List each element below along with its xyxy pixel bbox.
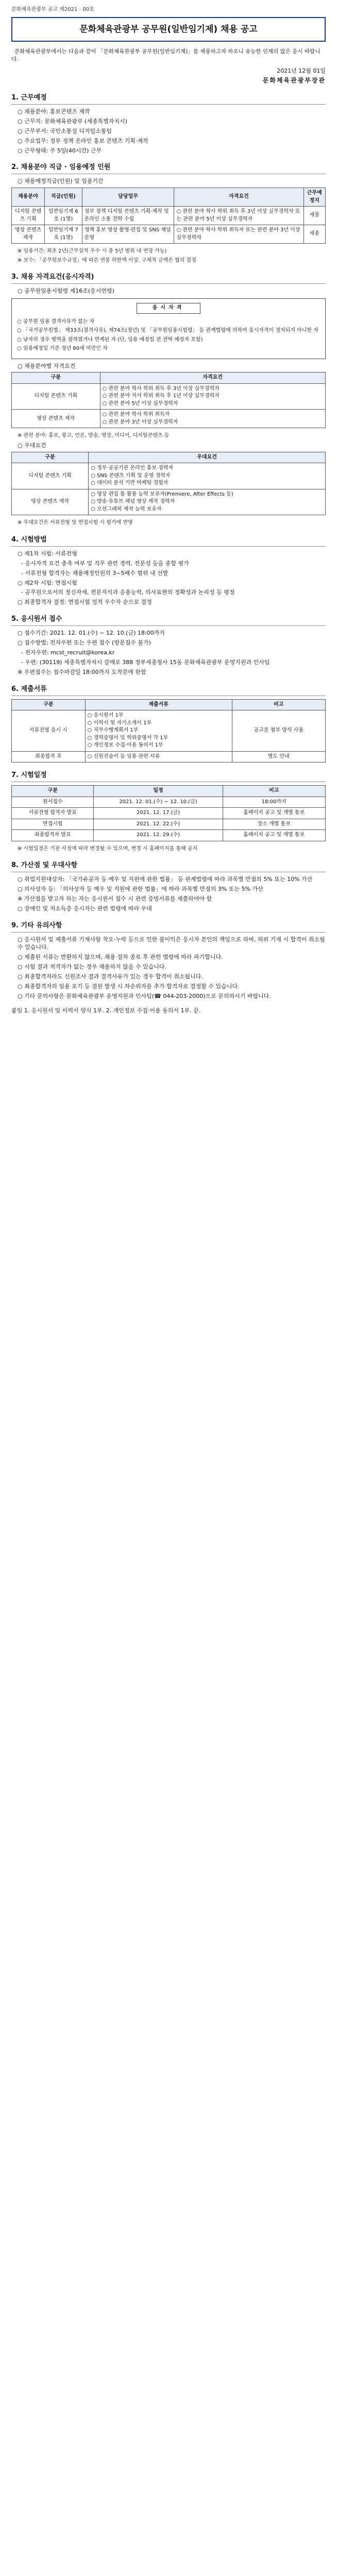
table-header-cell: 구분 <box>12 786 94 797</box>
table-cell: 일반임기제 6호 (1명) <box>45 207 82 225</box>
position-table-header <box>12 188 326 207</box>
section4-list <box>11 550 326 607</box>
eligibility-line: ○ 남자의 경우 병역을 필하였거나 면제된 자 (단, 임용 예정일 전 전역 예정자 포함) <box>17 336 203 343</box>
table-header-cell: 구분 <box>12 452 89 463</box>
table-cell: 정부 정책 디지털 콘텐츠 기획·제작 및 온라인 소통 전략 수립 <box>82 207 174 225</box>
table-row <box>12 796 326 808</box>
table-cell: 디지털 콘텐츠 기획 <box>12 463 89 489</box>
table-row <box>12 819 326 830</box>
section3-sub1: ○ 공무원임용시험령 제16조(응시연령) <box>18 287 114 295</box>
schedule-note: ※ 시험일정은 기관 사정에 따라 변경될 수 있으며, 변경 시 홈페이지를 통해 공지 <box>18 845 198 852</box>
table-cell: 디지털 콘텐츠 기획 <box>12 383 100 410</box>
section5-heading: 5. 응시원서 접수 <box>11 615 326 626</box>
table-cell: 세종 <box>304 225 325 244</box>
table-cell: ○ 관련 분야 학사 학위 취득자 ○ 관련 분야 3년 이상 실무경력자 <box>100 410 325 428</box>
table-cell: ○ 관련 분야 학사 학위 취득 후 3년 이상 실무경력자 또는 관련 분야 5년 이상 실무경력자 <box>174 207 304 225</box>
list-item: ○ 최종합격자라도 신원조사 결과 결격사유가 있는 경우 합격이 취소됩니다. <box>18 973 203 980</box>
table-row <box>12 710 326 752</box>
preference-table-body <box>12 463 326 515</box>
table-row <box>12 383 326 410</box>
intro-text: 문화체육관광부에서는 다음과 같이 「문화체육관광부 공무원(일반임기제)」를 채용하고자 하오니 유능한 인재의 많은 응시 바랍니다. <box>11 48 321 63</box>
requirement-table <box>11 372 326 428</box>
table-header-cell: 자격요건 <box>174 188 304 207</box>
note-item: ※ 보수: 「공무원보수규정」에 따른 연봉 하한액 이상, 구체적 금액은 협의 결정 <box>18 257 196 263</box>
list-item: ○ 근무형태: 주 5일(40시간) 근무 <box>18 147 102 154</box>
list-item: ○ 제출된 서류는 반환하지 않으며, 채용 절차 종료 후 관련 법령에 따라 파기합니다. <box>18 954 223 961</box>
table-header-cell: 일정 <box>94 786 223 797</box>
preference-heading: ○ 우대요건 <box>18 442 46 449</box>
table-cell: ○ 정부·공공기관 온라인 홍보 경력자 ○ SNS 콘텐츠 기획 및 운영 경력자 ○ 데이터 분석 기반 마케팅 경험자 <box>89 463 326 489</box>
table-header-cell: 구분 <box>12 372 100 384</box>
requirement-table-header <box>12 372 326 384</box>
table-header-cell: 구분 <box>12 699 86 710</box>
section5-list <box>11 629 326 676</box>
list-item: ○ 최종합격자의 임용 포기 등 결원 발생 시 차순위자를 추가 합격자로 결정할 수 있습니다. <box>18 983 240 990</box>
section7-heading: 7. 시험일정 <box>11 771 326 782</box>
schedule-table-body <box>12 796 326 841</box>
list-item: - 우편: (30119) 세종특별자치시 갈매로 388 정부세종청사 15동 문화체육관광부 운영지원과 인사팀 <box>18 659 270 666</box>
schedule-table-header <box>12 786 326 797</box>
table-cell: ○ 영상 편집 툴 활용 능력 보유자(Premiere, After Effects 등) ○ 방송·유튜브 채널 영상 제작 경력자 ○ 모션그래픽 제작 능력 보유자 <box>89 489 326 515</box>
section6-heading: 6. 제출서류 <box>11 685 326 696</box>
eligibility-box <box>11 298 326 359</box>
table-cell: 최종합격 후 <box>12 751 86 762</box>
documents-table <box>11 699 326 763</box>
table-cell: 일반임기제 7호 (1명) <box>45 225 82 244</box>
section3-sub2: ○ 채용분야별 자격요건 <box>18 362 76 369</box>
table-cell: 세종 <box>304 207 325 225</box>
table-cell: 2021. 12. 22.(수) <box>94 819 223 830</box>
list-item: ○ 최종합격자 결정: 면접시험 성적 우수자 순으로 결정 <box>18 599 152 606</box>
table-header-cell: 채용분야 <box>12 188 45 207</box>
table-row <box>12 463 326 489</box>
table-cell: 면접시험 <box>12 819 94 830</box>
announce-org: 문화체육관광부장관 <box>262 76 326 84</box>
table-cell: 홈페이지 공고 및 개별 통보 <box>223 808 325 819</box>
table-row <box>12 808 326 819</box>
list-item: ○ 제1차 시험: 서류전형 <box>18 550 77 557</box>
table-header-cell: 직급(인원) <box>45 188 82 207</box>
section9-heading: 9. 기타 유의사항 <box>11 921 326 933</box>
table-cell: 영상 콘텐츠 제작 <box>12 410 100 428</box>
list-item: - 서류전형 합격자는 채용예정인원의 3~5배수 범위 내 선발 <box>18 569 168 577</box>
table-cell: 원서접수 <box>12 796 94 808</box>
preference-table <box>11 452 326 516</box>
section8-heading: 8. 가산점 및 우대사항 <box>11 861 326 872</box>
page-title: 문화체육관광부 공무원(일반임기제) 채용 공고 <box>79 24 258 35</box>
table-cell: 서류전형 응시 시 <box>12 710 86 752</box>
table-cell: 별도 안내 <box>232 751 325 762</box>
section4-heading: 4. 시험방법 <box>11 535 326 547</box>
section2-heading: 2. 채용분야 직급 · 임용예정 인원 <box>11 163 326 174</box>
table-cell: 홈페이지 공고 및 개별 통보 <box>223 830 325 841</box>
table-cell: 2021. 12. 17.(금) <box>94 808 223 819</box>
table-cell: ○ 신원진술서 등 임용 관련 서류 <box>85 751 232 762</box>
preference-table-header <box>12 452 326 463</box>
field-note: ※ 관련 분야: 홍보, 광고, 언론, 방송, 영상, 미디어, 디지털콘텐츠 등 <box>18 433 170 439</box>
position-table-body <box>12 207 326 244</box>
list-item: ※ 가산점을 받고자 하는 자는 응시원서 접수 시 관련 증빙서류를 제출하여야 함 <box>18 895 212 902</box>
preference-note: ※ 우대요건은 서류전형 및 면접시험 시 평가에 반영 <box>18 520 133 526</box>
list-item: ○ 접수기간: 2021. 12. 01.(수) ~ 12. 10.(금) 18:00까지 <box>18 630 165 637</box>
table-cell: ○ 관련 분야 학사 학위 취득 후 3년 이상 실무경력자 ○ 관련 분야 석사 학위 취득 후 1년 이상 실무경력자 ○ 관련 분야 5년 이상 실무경력자 <box>100 383 325 410</box>
list-item: ○ 제2차 시험: 면접시험 <box>18 579 77 586</box>
table-header-cell: 담당업무 <box>82 188 174 207</box>
list-item: ○ 시험 결과 적격자가 없는 경우 채용하지 않을 수 있습니다. <box>18 963 166 971</box>
list-item: ○ 근무부서: 국민소통실 디지털소통팀 <box>18 127 112 134</box>
list-item: ○ 응시원서 및 제출서류 기재사항 착오·누락 등으로 인한 불이익은 응시자 본인의 책임으로 하며, 허위 기재 시 합격이 취소될 수 있습니다. <box>18 936 327 951</box>
table-cell: 장소 개별 통보 <box>223 819 325 830</box>
note-item: ※ 임용기간: 최초 2년(근무실적 우수 시 총 5년 범위 내 연장 가능) <box>18 248 167 255</box>
table-row <box>12 207 326 225</box>
table-cell: 디지털 콘텐츠 기획 <box>12 207 45 225</box>
eligibility-lines <box>17 318 320 353</box>
list-item: - 공무원으로서의 정신자세, 전문지식과 응용능력, 의사표현의 정확성과 논리성 등 평정 <box>18 589 235 596</box>
table-row <box>12 830 326 841</box>
list-item: ○ 접수방법: 전자우편 또는 우편 접수 (방문접수 불가) <box>18 639 151 647</box>
table-cell: ○ 응시원서 1부 ○ 이력서 및 자기소개서 1부 ○ 직무수행계획서 1부 ○ 경력증명서 및 학위증명서 각 1부 ○ 개인정보 수집·이용 동의서 1부 <box>85 710 232 752</box>
list-item: ○ 의사상자 등: 「의사상자 등 예우 및 지원에 관한 법률」에 따라 과목별 만점의 3% 또는 5% 가산 <box>18 885 263 892</box>
eligibility-line: ○ 「국가공무원법」 제33조(결격사유), 제74조(정년) 및 「공무원임용시험령」 등 관계법령에 의하여 응시자격이 정지되지 아니한 자 <box>17 328 319 333</box>
table-header-cell: 근무예정지 <box>304 188 325 207</box>
documents-table-body <box>12 710 326 762</box>
table-cell: 공고문 첨부 양식 사용 <box>232 710 325 752</box>
section1-list <box>11 108 326 155</box>
position-table <box>11 188 326 244</box>
eligibility-line: ○ 공무원 임용 결격사유가 없는 자 <box>17 318 95 325</box>
table-header-cell: 자격요건 <box>100 372 325 384</box>
table-row <box>12 751 326 762</box>
table-cell: 영상 콘텐츠 제작 <box>12 489 89 515</box>
section3-heading: 3. 채용 자격요건(응시자격) <box>11 273 326 284</box>
list-item: ※ 우편접수는 접수마감일 18:00까지 도착분에 한함 <box>18 668 146 675</box>
table-cell: 18:00까지 <box>223 796 325 808</box>
schedule-table <box>11 785 326 841</box>
table-cell: 2021. 12. 29.(수) <box>94 830 223 841</box>
eligibility-line: ○ 임용예정일 기준 정년 60세 미만인 자 <box>17 346 108 351</box>
table-cell: ○ 관련 분야 학사 학위 취득자 또는 관련 분야 3년 이상 실무경력자 <box>174 225 304 244</box>
list-item: - 전자우편: mcst_recruit@korea.kr <box>18 649 115 656</box>
list-item: ○ 주요업무: 정부 정책 온라인 홍보 콘텐츠 기획·제작 <box>18 137 148 144</box>
table-header-cell: 우대요건 <box>89 452 326 463</box>
section2-sub: ○ 채용예정직급(인원) 및 임용기간 <box>18 178 104 185</box>
table-header-cell: 비고 <box>223 786 325 797</box>
list-item: - 응시자격 요건 충족 여부 및 직무 관련 경력, 전문성 등을 종합 평가 <box>18 560 189 567</box>
table-cell: 정책 홍보 영상 촬영·편집 및 SNS 채널 운영 <box>82 225 174 244</box>
table-cell: 영상 콘텐츠 제작 <box>12 225 45 244</box>
section2-notes <box>11 248 326 264</box>
section1-heading: 1. 근무예정 <box>11 93 326 105</box>
table-cell: 최종합격자 발표 <box>12 830 94 841</box>
table-header-cell: 비고 <box>232 699 325 710</box>
requirement-table-body <box>12 383 326 428</box>
table-row <box>12 489 326 515</box>
list-item: ○ 근무지: 문화체육관광부 (세종특별자치시) <box>18 117 128 125</box>
list-item: ○ 취업지원대상자: 「국가유공자 등 예우 및 지원에 관한 법률」 등 관계법령에 따라 과목별 만점의 5% 또는 10% 가산 <box>18 875 313 883</box>
table-row <box>12 225 326 244</box>
section8-list <box>11 875 326 913</box>
documents-table-header <box>12 699 326 710</box>
list-item: ○ 장애인 및 저소득층 응시자는 관련 법령에 따라 우대 <box>18 905 152 912</box>
eligibility-box-title: 응시자격 <box>137 303 201 314</box>
announcement-page <box>0 0 337 1037</box>
section9-list <box>11 936 326 1001</box>
list-item: ○ 기타 문의사항은 문화체육관광부 운영지원과 인사팀(☎ 044-203-2000)으로 문의하시기 바랍니다. <box>18 993 271 1000</box>
list-item: ○ 채용분야: 홍보콘텐츠 제작 <box>18 108 90 115</box>
table-row <box>12 410 326 428</box>
announce-date: 2021년 12월 01일 <box>277 67 326 74</box>
table-cell: 2021. 12. 01.(수) ~ 12. 10.(금) <box>94 796 223 808</box>
closing-text: 붙임 1. 응시원서 및 이력서 양식 1부. 2. 개인정보 수집·이용 동의서 1부. 끝. <box>11 1007 201 1014</box>
table-cell: 서류전형 합격자 발표 <box>12 808 94 819</box>
table-header-cell: 제출서류 <box>85 699 232 710</box>
announce-number: 문화체육관광부 공고 제2021 - 00호 <box>11 7 94 12</box>
title-box <box>11 17 326 42</box>
